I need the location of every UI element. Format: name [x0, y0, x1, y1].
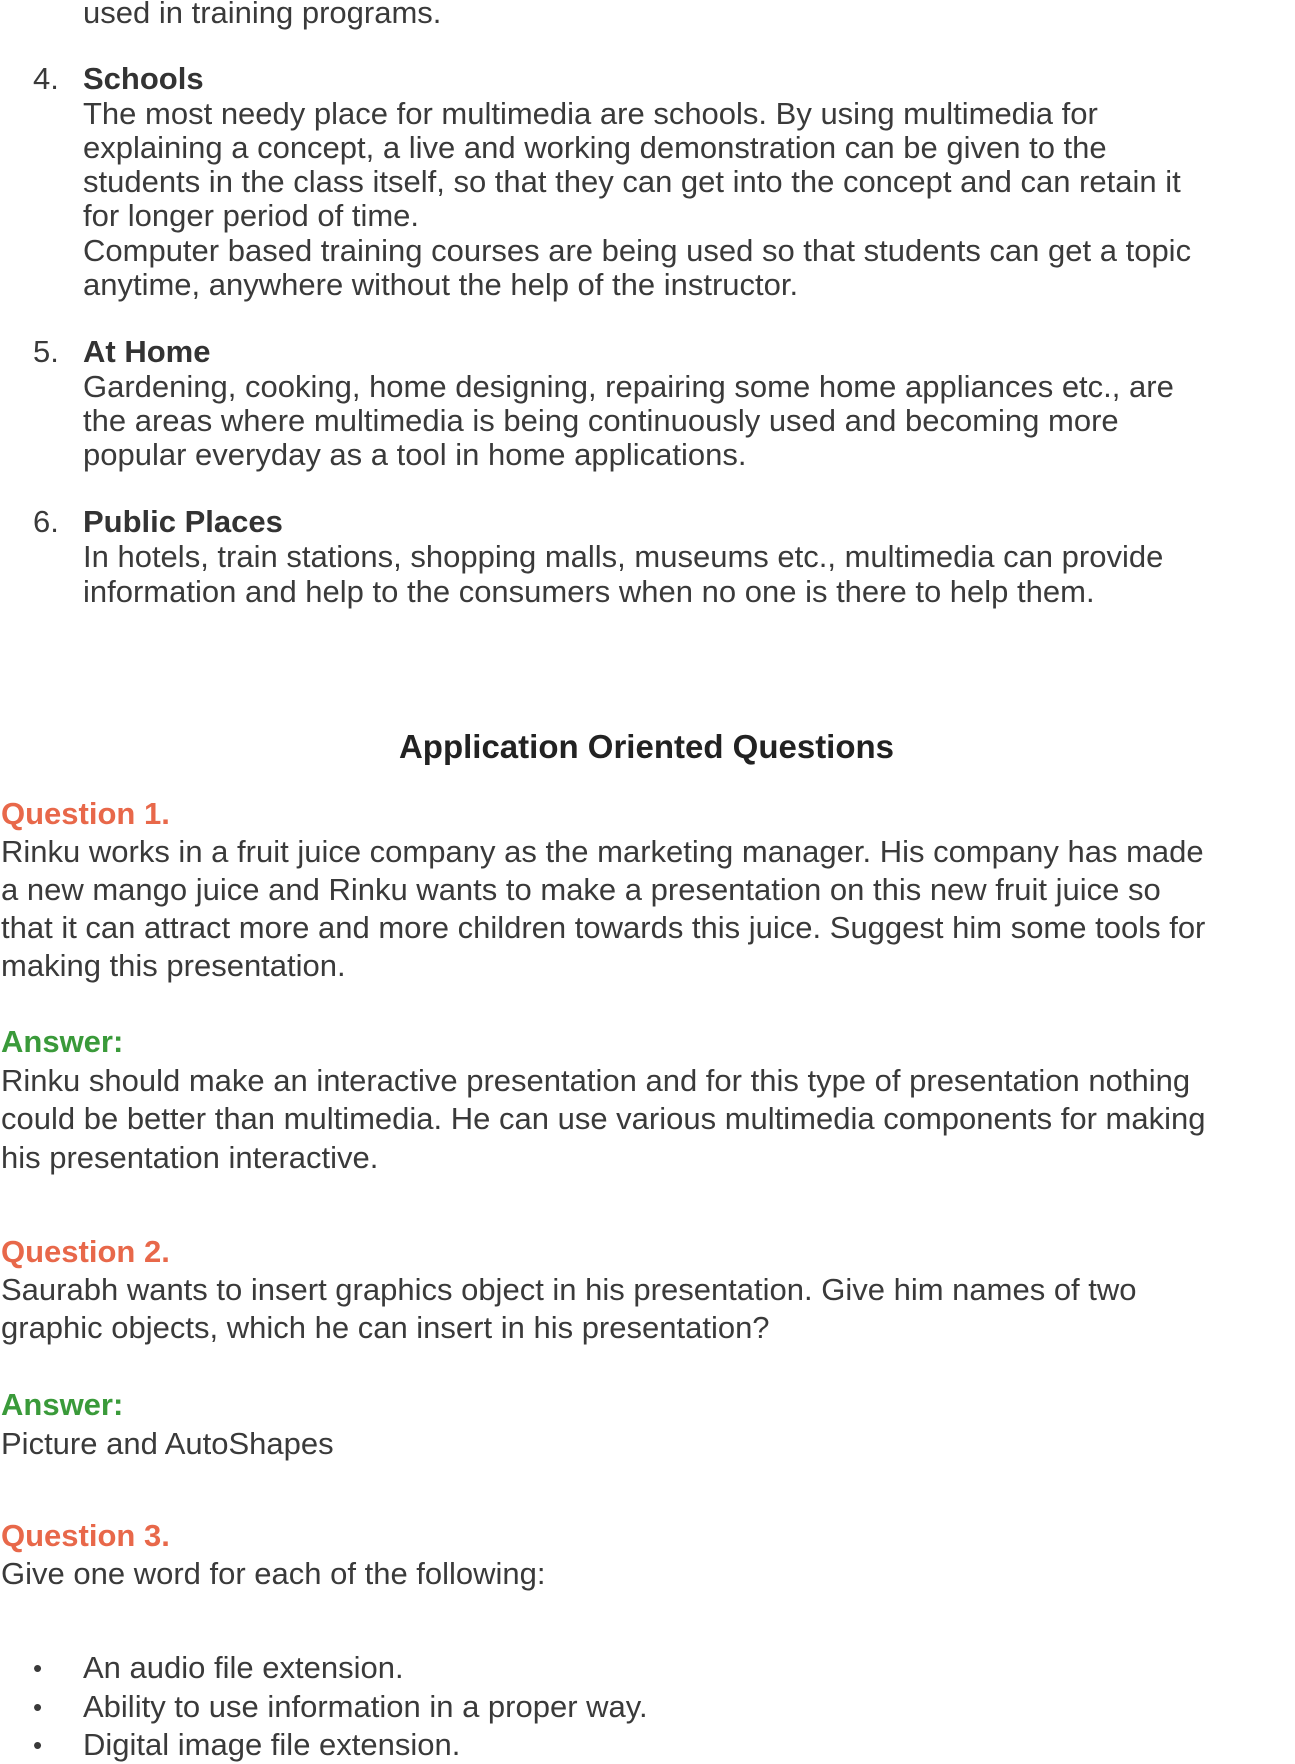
answer-line: Rinku should make an interactive presentation and for this type of presentation nothing: [1, 1063, 1191, 1098]
list-number: 4.: [33, 61, 59, 96]
bullet-dot: •: [33, 1730, 43, 1760]
paragraph-line: information and help to the consumers when no one is there to help them.: [83, 574, 1095, 609]
paragraph-line: anytime, anywhere without the help of the instructor.: [83, 267, 799, 302]
answer-line: his presentation interactive.: [1, 1140, 379, 1175]
question-line: Rinku works in a fruit juice company as the marketing manager. His company has made: [1, 834, 1204, 869]
list-heading-at-home: At Home: [83, 334, 211, 369]
list-number: 6.: [33, 504, 59, 539]
bullet-item: Digital image file extension.: [83, 1727, 461, 1762]
question-line: Give one word for each of the following:: [1, 1556, 546, 1591]
question-label: Question 2.: [1, 1234, 170, 1269]
paragraph-line: the areas where multimedia is being continuously used and becoming more: [83, 403, 1119, 438]
intro-tail-text: used in training programs.: [83, 0, 442, 30]
list-number: 5.: [33, 334, 59, 369]
paragraph-line: Gardening, cooking, home designing, repairing some home appliances etc., are: [83, 369, 1174, 404]
answer-line: could be better than multimedia. He can use various multimedia components for making: [1, 1101, 1206, 1136]
question-line: making this presentation.: [1, 948, 346, 983]
list-heading-schools: Schools: [83, 61, 204, 96]
section-title: Application Oriented Questions: [398, 728, 895, 765]
question-label: Question 1.: [1, 796, 170, 831]
paragraph-line: explaining a concept, a live and working demonstration can be given to the: [83, 130, 1107, 165]
list-heading-public-places: Public Places: [83, 504, 283, 539]
question-line: a new mango juice and Rinku wants to make a presentation on this new fruit juice so: [1, 872, 1161, 907]
answer-line: Picture and AutoShapes: [1, 1426, 334, 1461]
question-line: that it can attract more and more children towards this juice. Suggest him some tools for: [1, 910, 1206, 945]
bullet-dot: •: [33, 1653, 43, 1683]
paragraph-line: students in the class itself, so that they can get into the concept and can retain it: [83, 164, 1181, 199]
bullet-dot: •: [33, 1692, 43, 1722]
paragraph-line: Computer based training courses are being used so that students can get a topic: [83, 233, 1192, 268]
paragraph-line: In hotels, train stations, shopping malls, museums etc., multimedia can provide: [83, 539, 1164, 574]
question-line: Saurabh wants to insert graphics object in his presentation. Give him names of two: [1, 1272, 1137, 1307]
question-label: Question 3.: [1, 1518, 170, 1553]
bullet-item: An audio file extension.: [83, 1650, 404, 1685]
paragraph-line: for longer period of time.: [83, 198, 420, 233]
answer-label: Answer:: [1, 1387, 124, 1422]
bullet-item: Ability to use information in a proper way.: [83, 1689, 648, 1724]
answer-label: Answer:: [1, 1024, 124, 1059]
paragraph-line: popular everyday as a tool in home applications.: [83, 437, 747, 472]
paragraph-line: The most needy place for multimedia are schools. By using multimedia for: [83, 96, 1098, 131]
question-line: graphic objects, which he can insert in his presentation?: [1, 1310, 770, 1345]
